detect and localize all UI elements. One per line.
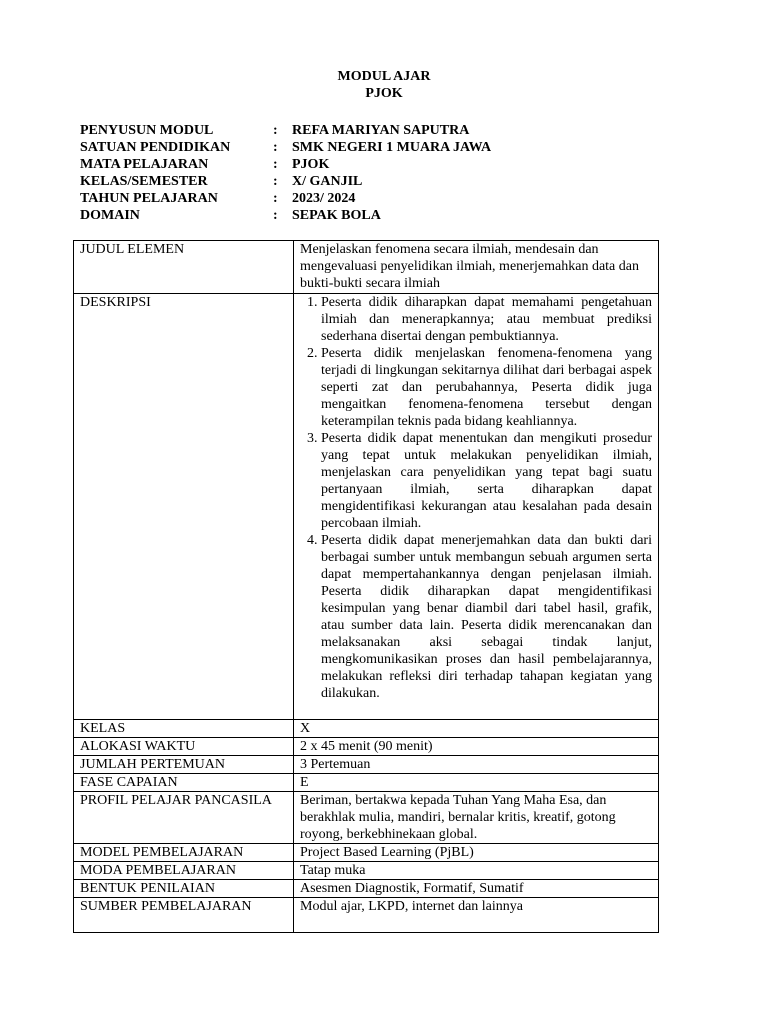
meta-row xyxy=(80,139,491,156)
meta-label: KELAS/SEMESTER xyxy=(80,174,208,189)
meta-value: PJOK xyxy=(292,157,330,172)
list-item: 4. Peserta didik dapat menerjemahkan data dan bukti dari berbagai sumber untuk membangun sebuah argumen serta dapat mempertahankannya dengan penjelasan ilmiah. Peserta didik diharapkan dapat mengidentifikasi kesimpulan yang benar diambil dari tabel hasil, grafik, atau sumber data lain. Peserta didik merencanakan dan melaksanakan aksi sebagai tindak lanjut, mengkomunikasikan proses dan hasil pembelajarannya, melakukan refleksi diri terhadap tahapan kegiatan yang dilakukan. xyxy=(321,532,652,702)
list-item: 3. Peserta didik dapat menentukan dan mengikuti prosedur yang tepat untuk melakukan penyelidikan ilmiah, menjelaskan cara penyelidikan yang tepat bagi suatu pertanyaan ilmiah, serta diharapkan dapat mengidentifikasi kekurangan atau kesalahan pada desain percobaan ilmiah. xyxy=(321,430,652,532)
cell-value: Menjelaskan fenomena secara ilmiah, mendesain dan mengevaluasi penyelidikan ilmiah, menerjemahkan data dan bukti-bukti secara ilmiah xyxy=(294,241,659,294)
meta-value: SMK NEGERI 1 MUARA JAWA xyxy=(292,140,492,155)
cell-label: JUMLAH PERTEMUAN xyxy=(74,756,294,774)
meta-row xyxy=(80,156,491,173)
cell-label: SUMBER PEMBELAJARAN xyxy=(74,898,294,933)
meta-row xyxy=(80,122,491,139)
list-item: 1. Peserta didik diharapkan dapat memahami pengetahuan ilmiah dan menerapkannya; atau membuat prediksi sederhana disertai dengan pembuktiannya. xyxy=(321,294,652,345)
meta-separator: : xyxy=(273,123,278,138)
meta-row xyxy=(80,207,491,224)
cell-value: Tatap muka xyxy=(294,862,659,880)
document-subtitle: PJOK xyxy=(365,86,403,101)
module-table xyxy=(73,240,659,933)
meta-separator: : xyxy=(273,140,278,155)
document-title: MODUL AJAR xyxy=(337,69,431,84)
table-row-judul xyxy=(74,241,659,294)
meta-row xyxy=(80,190,491,207)
document-header xyxy=(0,68,768,102)
cell-label: FASE CAPAIAN xyxy=(74,774,294,792)
cell-value: 2 x 45 menit (90 menit) xyxy=(294,738,659,756)
table-row xyxy=(74,862,659,880)
cell-label: KELAS xyxy=(74,720,294,738)
meta-separator: : xyxy=(273,191,278,206)
meta-separator: : xyxy=(273,157,278,172)
meta-value: 2023/ 2024 xyxy=(292,191,356,206)
table-row xyxy=(74,756,659,774)
meta-row xyxy=(80,173,491,190)
meta-label: SATUAN PENDIDIKAN xyxy=(80,140,231,155)
cell-label: DESKRIPSI xyxy=(74,294,294,720)
meta-separator: : xyxy=(273,174,278,189)
cell-value: Project Based Learning (PjBL) xyxy=(294,844,659,862)
table-row xyxy=(74,844,659,862)
meta-value: X/ GANJIL xyxy=(292,174,363,189)
deskripsi-list xyxy=(300,294,652,702)
meta-separator: : xyxy=(273,208,278,223)
table-row xyxy=(74,774,659,792)
cell-label: BENTUK PENILAIAN xyxy=(74,880,294,898)
meta-label: MATA PELAJARAN xyxy=(80,157,209,172)
cell-value: Asesmen Diagnostik, Formatif, Sumatif xyxy=(294,880,659,898)
table-row xyxy=(74,738,659,756)
meta-label: DOMAIN xyxy=(80,208,140,223)
cell-value: 3 Pertemuan xyxy=(294,756,659,774)
meta-label: TAHUN PELAJARAN xyxy=(80,191,218,206)
table-row xyxy=(74,880,659,898)
meta-label: PENYUSUN MODUL xyxy=(80,123,214,138)
list-item: 2. Peserta didik menjelaskan fenomena-fenomena yang terjadi di lingkungan sekitarnya dilihat dari berbagai aspek seperti zat dan perubahannya, Peserta didik juga mengaitkan fenomena-fenomena tersebut dengan keterampilan teknis pada bidang keahliannya. xyxy=(321,345,652,430)
cell-value: Beriman, bertakwa kepada Tuhan Yang Maha Esa, dan berakhlak mulia, mandiri, bernalar kritis, kreatif, gotong royong, berkebhinekaan global. xyxy=(294,792,659,844)
meta-value: SEPAK BOLA xyxy=(292,208,381,223)
meta-value: REFA MARIYAN SAPUTRA xyxy=(292,123,470,138)
identity-block xyxy=(80,122,491,224)
cell-label: PROFIL PELAJAR PANCASILA xyxy=(74,792,294,844)
table-row xyxy=(74,898,659,933)
table-row xyxy=(74,720,659,738)
cell-label: ALOKASI WAKTU xyxy=(74,738,294,756)
table-row-deskripsi xyxy=(74,294,659,720)
cell-value: X xyxy=(294,720,659,738)
cell-label: MODEL PEMBELAJARAN xyxy=(74,844,294,862)
cell-value xyxy=(294,294,659,720)
cell-label: MODA PEMBELAJARAN xyxy=(74,862,294,880)
cell-label: JUDUL ELEMEN xyxy=(74,241,294,294)
cell-value: E xyxy=(294,774,659,792)
cell-value: Modul ajar, LKPD, internet dan lainnya xyxy=(294,898,659,933)
table-row xyxy=(74,792,659,844)
